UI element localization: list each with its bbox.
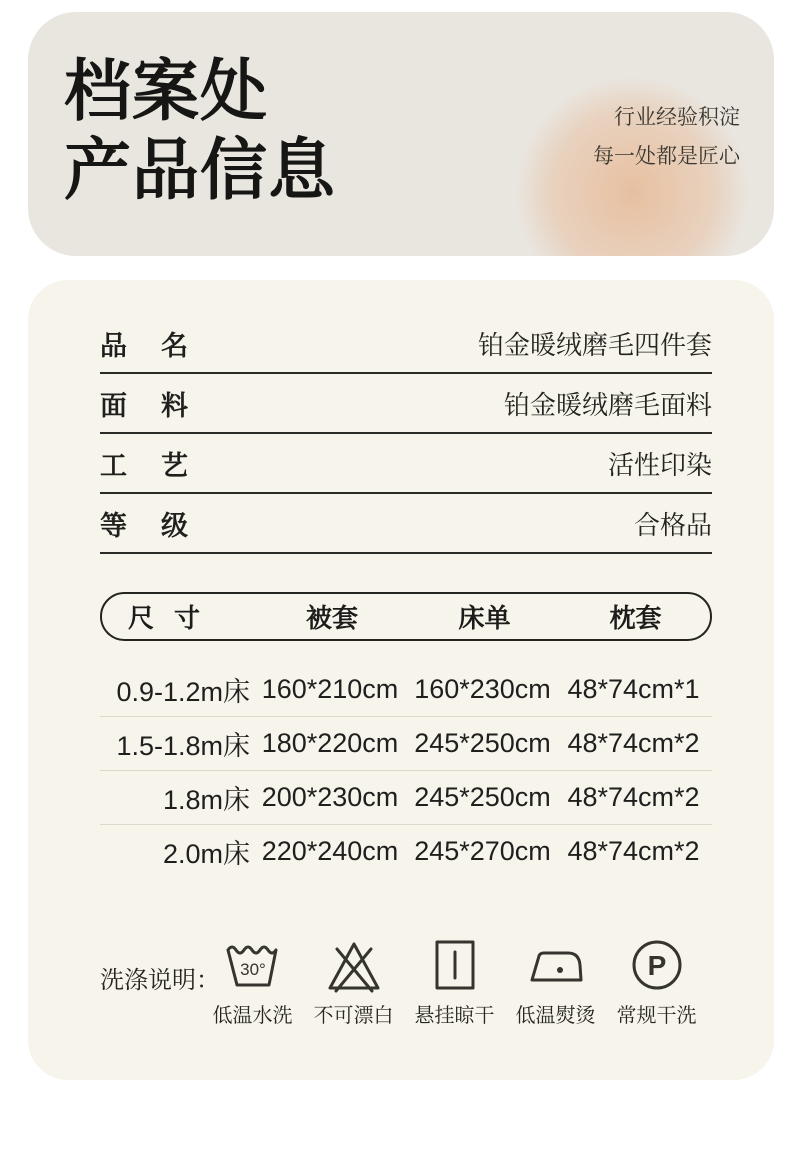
dry-clean-letter: P (647, 950, 666, 981)
size-col-header-pillow: 枕套 (609, 603, 662, 633)
page-title-line2: 产品信息 (64, 133, 336, 208)
size-table-row (100, 824, 712, 878)
size-table-row (100, 770, 712, 824)
care-instructions (100, 936, 712, 1028)
size-col-header-sheet: 床单 (458, 603, 511, 633)
spec-label: 品名 (100, 330, 222, 361)
care-items (202, 936, 707, 1028)
care-item-wash (202, 936, 303, 1028)
spec-row-fabric (100, 374, 712, 434)
content-card (28, 280, 774, 1080)
spec-value: 铂金暖绒磨毛四件套 (477, 329, 712, 360)
header-card (28, 12, 774, 256)
page-title (64, 52, 336, 210)
size-col-header-size: 尺寸 (128, 603, 221, 633)
size-cell: 2.0m床 (162, 839, 250, 869)
size-col-header-duvet: 被套 (305, 603, 358, 633)
spec-row-craft (100, 434, 712, 494)
tagline-line2: 每一处都是匠心 (593, 145, 740, 168)
care-item-bleach (303, 936, 404, 1028)
spec-table (100, 314, 712, 554)
size-cell: 0.9-1.2m床 (116, 676, 250, 707)
size-cell: 48*74cm*2 (567, 728, 700, 758)
size-cell: 48*74cm*2 (567, 782, 700, 812)
care-item-label: 不可漂白 (313, 1005, 394, 1027)
wash-temp-text: 30° (239, 960, 266, 979)
spec-value: 合格品 (633, 509, 712, 540)
size-cell: 200*230cm (261, 782, 399, 812)
wash-basin-30-icon (223, 936, 283, 994)
size-cell: 1.8m床 (162, 785, 250, 815)
size-cell: 245*270cm (414, 836, 551, 866)
size-cell: 1.5-1.8m床 (116, 731, 250, 761)
spec-label: 等级 (100, 510, 222, 541)
spec-label: 面料 (100, 390, 222, 421)
care-item-label: 低温水洗 (212, 1005, 293, 1027)
dry-clean-p-icon (630, 936, 684, 994)
tagline-line1: 行业经验积淀 (614, 106, 740, 129)
size-cell: 245*250cm (414, 728, 551, 758)
spec-label: 工艺 (100, 450, 222, 481)
size-cell: 180*220cm (261, 728, 399, 758)
size-table-row (100, 662, 712, 716)
care-item-label: 悬挂晾干 (414, 1005, 495, 1027)
page-title-line1: 档案处 (64, 54, 268, 129)
iron-low-heat-icon (527, 936, 585, 994)
care-item-label: 常规干洗 (616, 1005, 697, 1027)
size-cell: 48*74cm*2 (567, 836, 700, 866)
size-table-body (100, 662, 712, 878)
care-item-iron (505, 936, 606, 1028)
size-cell: 48*74cm*1 (567, 673, 700, 704)
size-table-header (100, 592, 712, 641)
care-item-label: 低温熨烫 (515, 1005, 596, 1027)
size-cell: 245*250cm (414, 782, 551, 812)
care-label: 洗涤说明： (100, 967, 220, 994)
spec-row-grade (100, 494, 712, 554)
header-tagline (593, 98, 740, 176)
care-item-dry-clean (606, 936, 707, 1028)
hang-dry-icon (432, 936, 478, 994)
size-cell: 160*230cm (414, 673, 551, 704)
care-item-hang-dry (404, 936, 505, 1028)
spec-value: 铂金暖绒磨毛面料 (503, 389, 712, 420)
no-bleach-icon (324, 936, 384, 994)
size-cell: 160*210cm (261, 673, 399, 704)
spec-row-name (100, 314, 712, 374)
size-table-row (100, 716, 712, 770)
size-cell: 220*240cm (261, 836, 399, 866)
spec-value: 活性印染 (607, 449, 712, 480)
